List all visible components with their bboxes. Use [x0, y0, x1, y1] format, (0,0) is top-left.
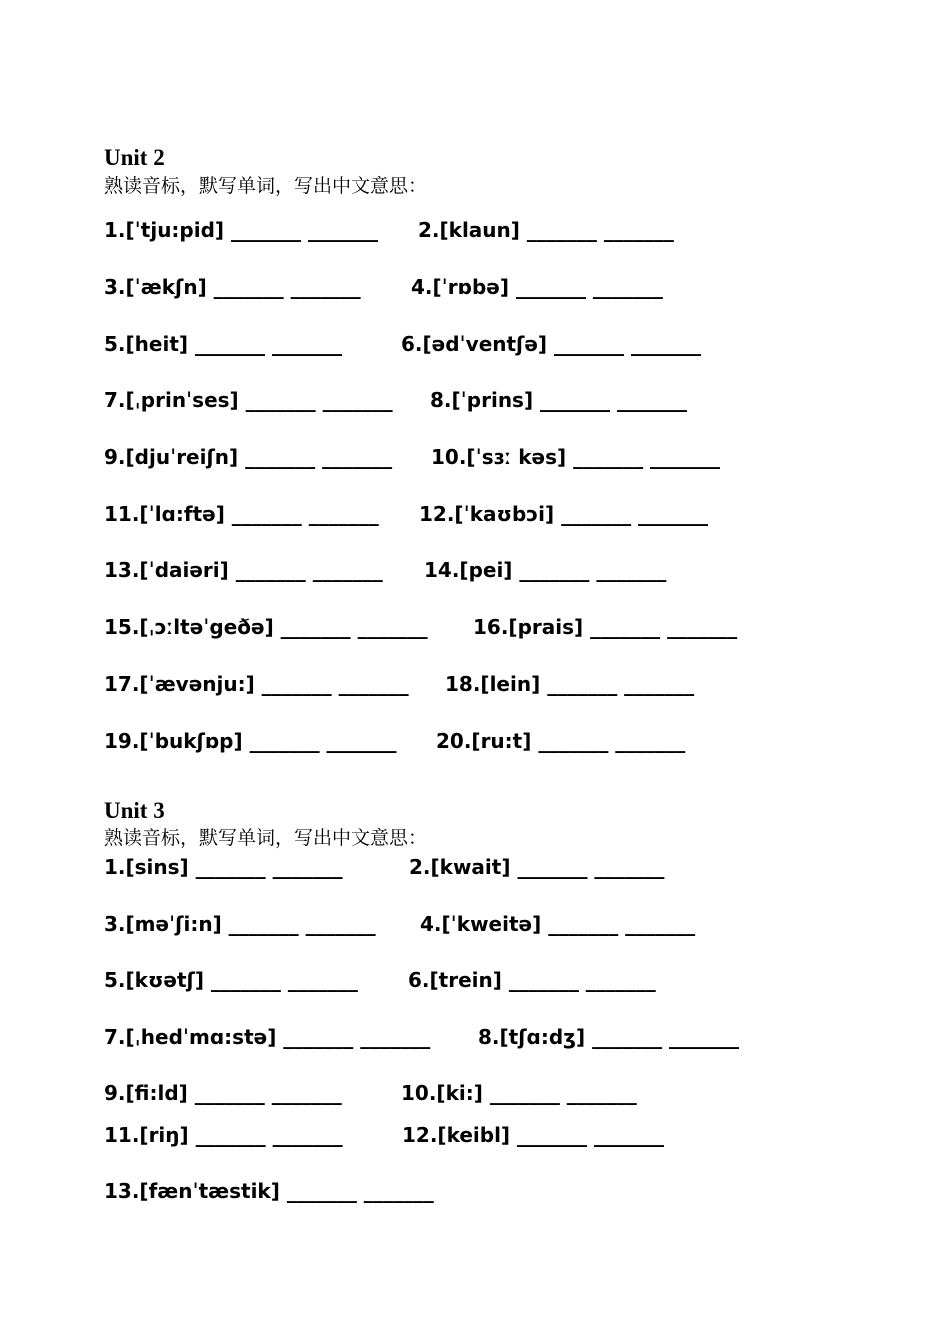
unit3-item-7: 7.[ˌhedˈmɑ:stə] _______ _______	[104, 1025, 431, 1049]
unit2-row-6	[104, 500, 708, 528]
unit3-title: Unit 3	[104, 798, 165, 823]
unit2-item-17: 17.[ˈævənju:] _______ _______	[104, 672, 409, 696]
unit2-item-13: 13.[ˈdaiəri] _______ _______	[104, 558, 383, 582]
unit3-item-10: 10.[ki:] _______ _______	[401, 1081, 637, 1105]
unit2-row-8	[104, 613, 737, 641]
unit2-title: Unit 2	[104, 145, 165, 170]
unit2-row-9	[104, 670, 694, 698]
unit3-row-6	[104, 1121, 664, 1149]
unit2-row-1	[104, 216, 674, 244]
unit2-item-4: 4.[ˈrɒbə] _______ _______	[411, 275, 663, 299]
unit2-item-9: 9.[djuˈreiʃn] _______ _______	[104, 445, 393, 469]
unit2-row-3	[104, 330, 701, 358]
unit2-item-11: 11.[ˈlɑ:ftə] _______ _______	[104, 502, 379, 526]
unit2-row-10	[104, 727, 685, 755]
unit2-item-1: 1.[ˈtju:pid] _______ _______	[104, 218, 378, 242]
unit2-row-4	[104, 386, 687, 414]
unit3-row-4	[104, 1023, 739, 1051]
unit3-item-9: 9.[fi:ld] _______ _______	[104, 1081, 342, 1105]
unit3-row-7	[104, 1177, 434, 1205]
unit2-instruction: 熟读音标，默写单词，写出中文意思：	[104, 175, 428, 197]
unit3-row-3	[104, 966, 656, 994]
unit2-item-7: 7.[ˌprinˈses] _______ _______	[104, 388, 393, 412]
unit2-item-14: 14.[pei] _______ _______	[424, 558, 667, 582]
unit2-item-3: 3.[ˈækʃn] _______ _______	[104, 275, 361, 299]
unit3-item-12: 12.[keibl] _______ _______	[402, 1123, 664, 1147]
unit2-item-16: 16.[prais] _______ _______	[473, 615, 738, 639]
unit3-instruction: 熟读音标，默写单词，写出中文意思：	[104, 827, 428, 849]
unit2-row-7	[104, 556, 666, 584]
unit2-item-15: 15.[ˌɔːltəˈgeðə] _______ _______	[104, 615, 428, 639]
unit2-item-8: 8.[ˈprins] _______ _______	[430, 388, 688, 412]
unit2-item-18: 18.[lein] _______ _______	[445, 672, 695, 696]
unit2-row-2	[104, 273, 663, 301]
unit3-item-13: 13.[fænˈtæstik] _______ _______	[104, 1179, 434, 1203]
unit3-item-4: 4.[ˈkweitə] _______ _______	[420, 912, 696, 936]
unit3-item-11: 11.[riŋ] _______ _______	[104, 1123, 343, 1147]
unit3-item-5: 5.[kʊətʃ] _______ _______	[104, 968, 358, 992]
unit2-item-12: 12.[ˈkaʊbɔi] _______ _______	[419, 502, 709, 526]
unit3-row-1	[104, 853, 664, 881]
unit3-row-5	[104, 1079, 637, 1107]
unit2-item-10: 10.[ˈsɜː kəs] _______ _______	[431, 445, 721, 469]
unit2-item-5: 5.[heit] _______ _______	[104, 332, 342, 356]
unit2-row-5	[104, 443, 720, 471]
unit3-row-2	[104, 910, 695, 938]
unit3-item-8: 8.[tʃɑ:dʒ] _______ _______	[478, 1025, 740, 1049]
unit3-item-1: 1.[sins] _______ _______	[104, 855, 343, 879]
unit2-item-19: 19.[ˈbukʃɒp] _______ _______	[104, 729, 397, 753]
unit2-item-20: 20.[ru:t] _______ _______	[436, 729, 686, 753]
unit2-item-6: 6.[ədˈventʃə] _______ _______	[401, 332, 701, 356]
unit2-item-2: 2.[klaun] _______ _______	[418, 218, 674, 242]
unit3-item-2: 2.[kwait] _______ _______	[409, 855, 665, 879]
unit3-item-6: 6.[trein] _______ _______	[408, 968, 656, 992]
unit3-item-3: 3.[məˈʃi:n] _______ _______	[104, 912, 376, 936]
